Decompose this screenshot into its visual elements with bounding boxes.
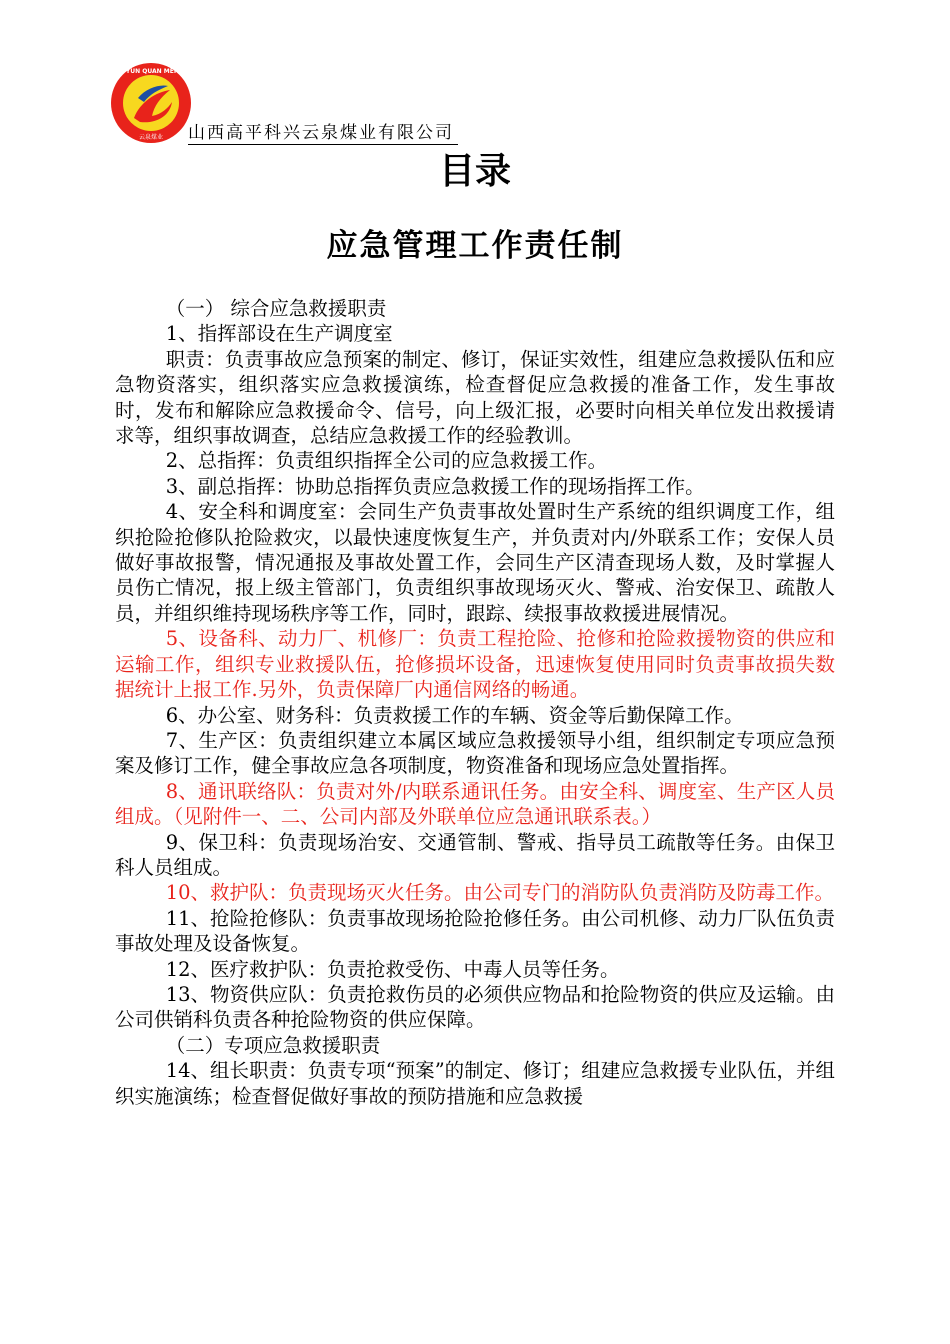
document-title: 目录 — [438, 151, 511, 192]
document-subtitle: 应急管理工作责任制 — [326, 228, 624, 264]
body-paragraph: 1、指挥部设在生产调度室 — [165, 322, 393, 346]
body-paragraph: 11、抢险抢修队：负责事故现场抢险抢修任务。由公司机修、动力厂队伍负责事故处理及设备恢复。 — [115, 906, 835, 956]
body-paragraph: 5、设备科、动力厂、机修厂：负责工程抢险、抢修和抢险救援物资的供应和运输工作，组织专业救援队伍，抢修损坏设备，迅速恢复使用同时负责事故损失数据统计上报工作.另外，负责保障厂内通信网络的畅通。 — [115, 627, 835, 702]
body-paragraph: 9、保卫科：负责现场治安、交通管制、警戒、指导员工疏散等任务。由保卫科人员组成。 — [115, 830, 835, 879]
body-paragraph: 职责：负责事故应急预案的制定、修订，保证实效性，组建应急救援队伍和应急物资落实，组织落实应急救援演练，检查督促应急救援的准备工作，发生事故时，发布和解除应急救援命令、信号，向上级汇报，必要时向相关单位发出救援请求等，组织事故调查，总结应急救援工作的经验教训。 — [115, 347, 835, 448]
body-paragraph: （一） 综合应急救援职责 — [165, 297, 387, 320]
body-paragraph: 13、物资供应队：负责抢救伤员的必须供应物品和抢险物资的供应及运输。由公司供销科负责各种抢险物资的供应保障。 — [115, 982, 835, 1032]
company-name: 山西高平科兴云泉煤业有限公司 — [188, 118, 458, 145]
body-paragraph: 2、总指挥：负责组织指挥全公司的应急救援工作。 — [165, 449, 608, 473]
company-logo — [110, 62, 192, 144]
logo-text-top: YUN QUAN MEI — [125, 68, 177, 75]
body-paragraph: 14、组长职责：负责专项“预案”的制定、修订；组建应急救援专业队伍，并组织实施演练；检查督促做好事故的预防措施和应急救援 — [115, 1059, 835, 1108]
page-header — [110, 62, 510, 144]
body-paragraph: 12、医疗救护队：负责抢救受伤、中毒人员等任务。 — [165, 957, 620, 981]
body-paragraph: 10、救护队：负责现场灭火任务。由公司专门的消防队负责消防及防毒工作。 — [165, 881, 835, 905]
body-paragraph: 8、通讯联络队：负责对外/内联系通讯任务。由安全科、调度室、生产区人员组成。（见附件一、二、公司内部及外联单位应急通讯联系表。） — [115, 779, 835, 829]
body-paragraph: 7、生产区：负责组织建立本属区域应急救援领导小组，组织制定专项应急预案及修订工作，健全事故应急各项制度，物资准备和现场应急处置指挥。 — [115, 728, 835, 778]
body-paragraph: （二）专项应急救援职责 — [165, 1033, 381, 1057]
body-paragraph: 6、办公室、财务科：负责救援工作的车辆、资金等后勤保障工作。 — [165, 703, 744, 727]
document-body — [115, 296, 835, 1109]
body-paragraph: 3、副总指挥：协助总指挥负责应急救援工作的现场指挥工作。 — [165, 474, 705, 498]
body-paragraph: 4、安全科和调度室：会同生产负责事故处置时生产系统的组织调度工作，组织抢险抢修队抢险救灾，以最快速度恢复生产，并负责对内/外联系工作；安保人员做好事故报警，情况通报及事故处置工作，会同生产区清查现场人数，及时掌握人员伤亡情况，报上级主管部门，负责组织事故现场灭火、警戒、治安保卫、疏散人员，并组织维持现场秩序等工作，同时，跟踪、续报事故救援进展情况。 — [115, 500, 835, 625]
logo-text-bottom: 云泉煤业 — [138, 134, 164, 141]
